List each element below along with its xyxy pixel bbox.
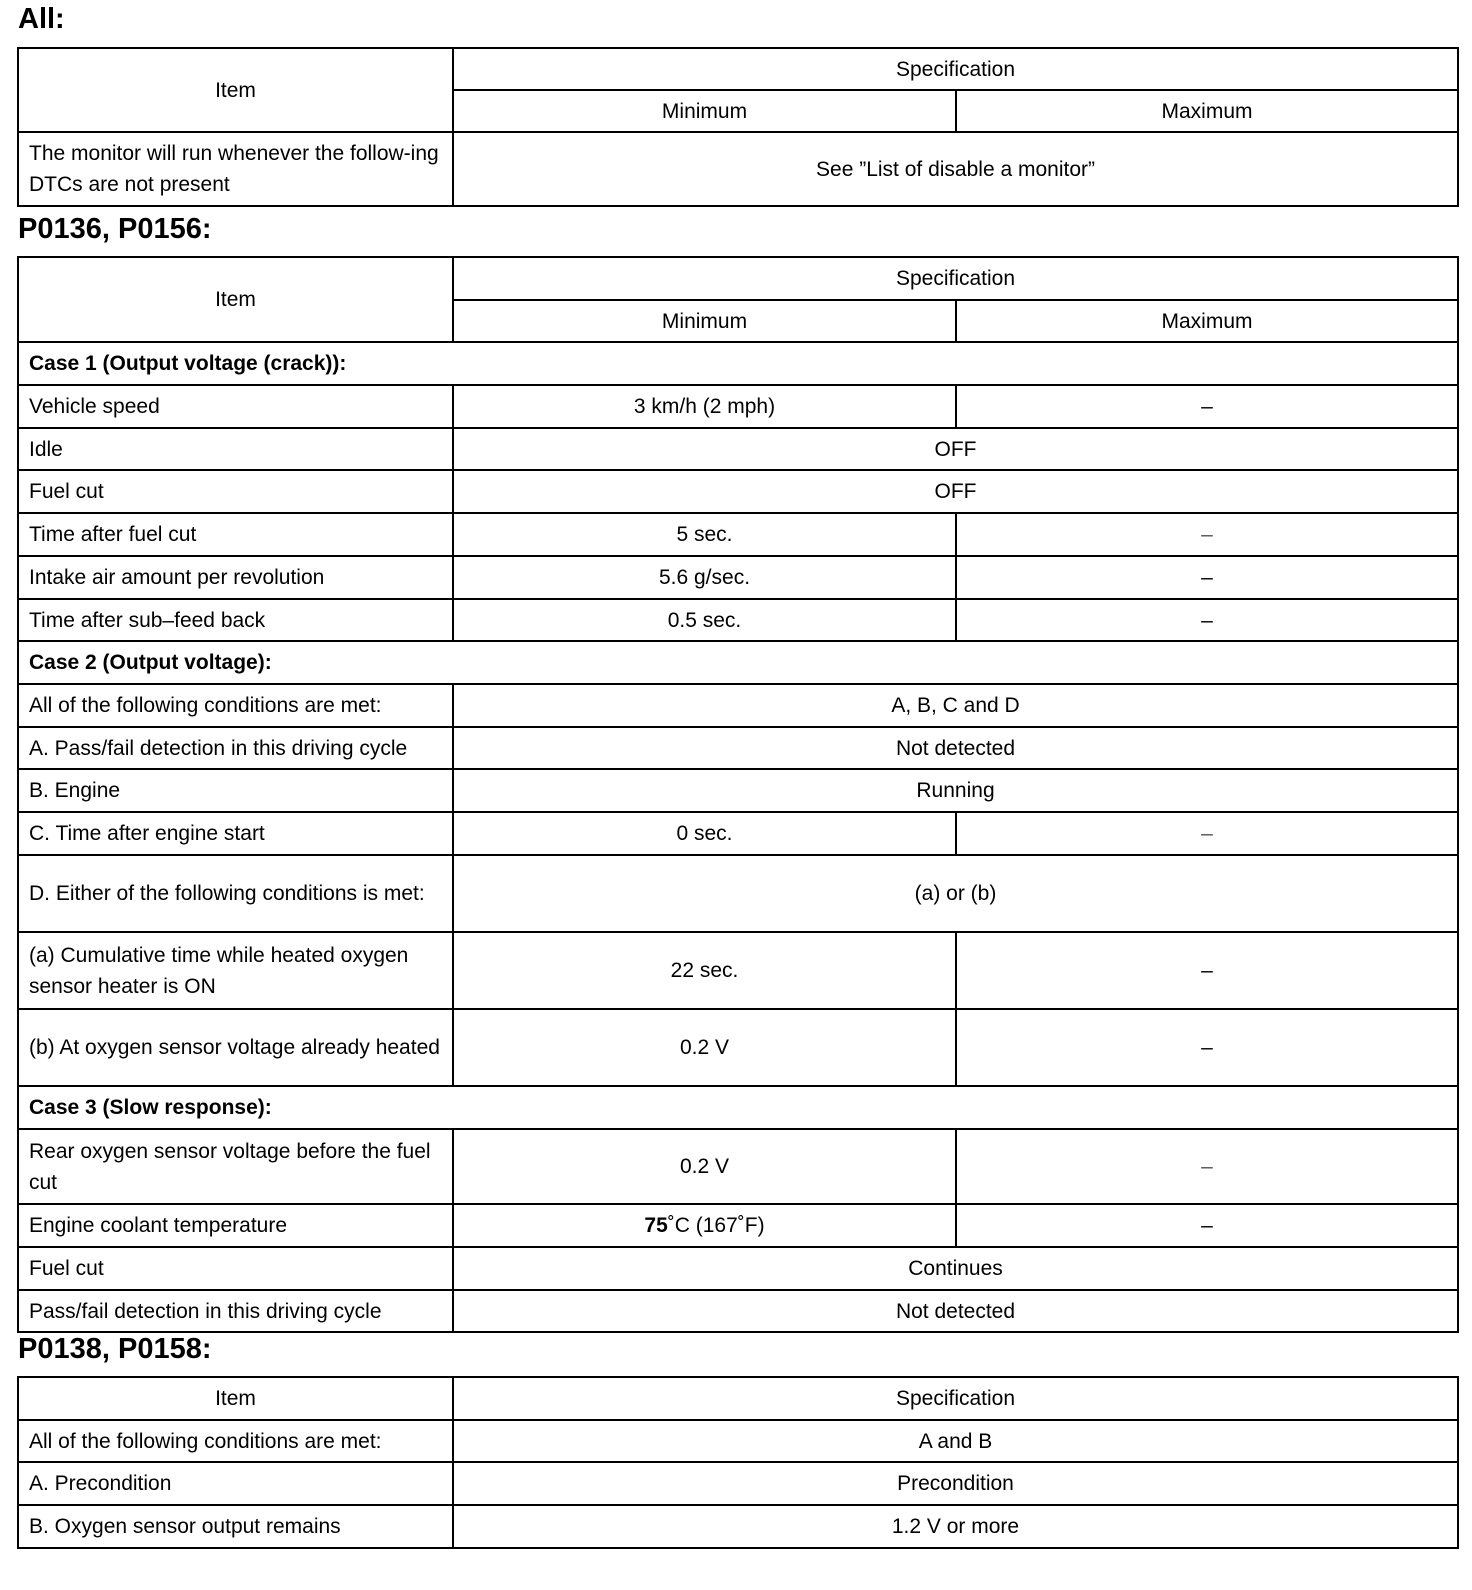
row-max: – — [956, 812, 1458, 855]
row-max: – — [956, 513, 1458, 556]
row-item: Fuel cut — [18, 470, 453, 513]
row-max: – — [956, 385, 1458, 428]
temp-rest-value: ˚C (167˚F) — [667, 1214, 765, 1237]
row-item: (b) At oxygen sensor voltage already heated — [18, 1009, 453, 1086]
row-value: A, B, C and D — [453, 684, 1458, 727]
table-row — [18, 428, 1458, 470]
row-min: 5 sec. — [453, 513, 956, 556]
table-row — [18, 1505, 1458, 1548]
row-item: All of the following conditions are met: — [18, 684, 453, 727]
table-row — [18, 599, 1458, 641]
row-min: 22 sec. — [453, 932, 956, 1009]
row-min: 5.6 g/sec. — [453, 556, 956, 599]
table-row — [18, 132, 1458, 206]
header-minimum: Minimum — [453, 300, 956, 342]
row-min — [453, 1204, 956, 1247]
case-row — [18, 1086, 1458, 1129]
table-row — [18, 1462, 1458, 1505]
row-item: C. Time after engine start — [18, 812, 453, 855]
case-2-title: Case 2 (Output voltage): — [18, 641, 1458, 684]
row-item: Pass/fail detection in this driving cycle — [18, 1290, 453, 1332]
row-value: OFF — [453, 428, 1458, 470]
table-row — [18, 385, 1458, 428]
case-row — [18, 342, 1458, 385]
header-item: Item — [18, 1377, 453, 1420]
table-row — [18, 556, 1458, 599]
table-row — [18, 1420, 1458, 1462]
section-heading-p0138: P0138, P0158: — [18, 1333, 212, 1365]
row-min: 0.2 V — [453, 1009, 956, 1086]
row-item: A. Precondition — [18, 1462, 453, 1505]
table-row — [18, 513, 1458, 556]
row-min: 0.2 V — [453, 1129, 956, 1204]
row-value: OFF — [453, 470, 1458, 513]
row-item: D. Either of the following conditions is met: — [18, 855, 453, 932]
row-item: Engine coolant temperature — [18, 1204, 453, 1247]
row-value: Continues — [453, 1247, 1458, 1290]
row-value: 1.2 V or more — [453, 1505, 1458, 1548]
header-specification: Specification — [453, 257, 1458, 300]
header-specification: Specification — [453, 48, 1458, 90]
table-row — [18, 1129, 1458, 1204]
row-item: Idle — [18, 428, 453, 470]
row-item: B. Engine — [18, 769, 453, 812]
row-min: 0.5 sec. — [453, 599, 956, 641]
row-item: Intake air amount per revolution — [18, 556, 453, 599]
section-heading-all: All: — [18, 3, 65, 35]
table-header-row — [18, 257, 1458, 300]
row-value: Running — [453, 769, 1458, 812]
row-item: (a) Cumulative time while heated oxygen sensor heater is ON — [18, 932, 453, 1009]
table-row — [18, 727, 1458, 769]
row-item: Rear oxygen sensor voltage before the fuel cut — [18, 1129, 453, 1204]
table-p0138 — [17, 1376, 1459, 1549]
table-row — [18, 769, 1458, 812]
row-item: The monitor will run whenever the follow-ing DTCs are not present — [18, 132, 453, 206]
header-item: Item — [18, 257, 453, 342]
table-row — [18, 932, 1458, 1009]
header-item: Item — [18, 48, 453, 132]
row-max: – — [956, 599, 1458, 641]
table-header-row — [18, 1377, 1458, 1420]
row-max: – — [956, 556, 1458, 599]
case-1-title: Case 1 (Output voltage (crack)): — [18, 342, 1458, 385]
table-row — [18, 1204, 1458, 1247]
section-heading-p0136: P0136, P0156: — [18, 213, 212, 245]
table-row — [18, 812, 1458, 855]
table-header-row — [18, 48, 1458, 90]
case-row — [18, 641, 1458, 684]
row-value: Precondition — [453, 1462, 1458, 1505]
table-p0136 — [17, 256, 1459, 1333]
row-value: Not detected — [453, 1290, 1458, 1332]
row-value: See ”List of disable a monitor” — [453, 132, 1458, 206]
row-max: – — [956, 932, 1458, 1009]
table-all — [17, 47, 1459, 207]
row-max: – — [956, 1129, 1458, 1204]
row-item: Time after fuel cut — [18, 513, 453, 556]
temp-celsius-value: 75 — [644, 1214, 668, 1237]
row-item: Vehicle speed — [18, 385, 453, 428]
row-max: – — [956, 1204, 1458, 1247]
table-row — [18, 470, 1458, 513]
row-item: All of the following conditions are met: — [18, 1420, 453, 1462]
row-value: (a) or (b) — [453, 855, 1458, 932]
table-row — [18, 684, 1458, 727]
table-row — [18, 1009, 1458, 1086]
table-row — [18, 1247, 1458, 1290]
row-min: 3 km/h (2 mph) — [453, 385, 956, 428]
header-maximum: Maximum — [956, 300, 1458, 342]
row-max: – — [956, 1009, 1458, 1086]
row-item: A. Pass/fail detection in this driving cycle — [18, 727, 453, 769]
row-value: Not detected — [453, 727, 1458, 769]
row-item: Time after sub–feed back — [18, 599, 453, 641]
row-min: 0 sec. — [453, 812, 956, 855]
row-item: Fuel cut — [18, 1247, 453, 1290]
table-row — [18, 1290, 1458, 1332]
table-row — [18, 855, 1458, 932]
header-maximum: Maximum — [956, 90, 1458, 132]
row-item: B. Oxygen sensor output remains — [18, 1505, 453, 1548]
header-specification: Specification — [453, 1377, 1458, 1420]
row-value: A and B — [453, 1420, 1458, 1462]
case-3-title: Case 3 (Slow response): — [18, 1086, 1458, 1129]
header-minimum: Minimum — [453, 90, 956, 132]
